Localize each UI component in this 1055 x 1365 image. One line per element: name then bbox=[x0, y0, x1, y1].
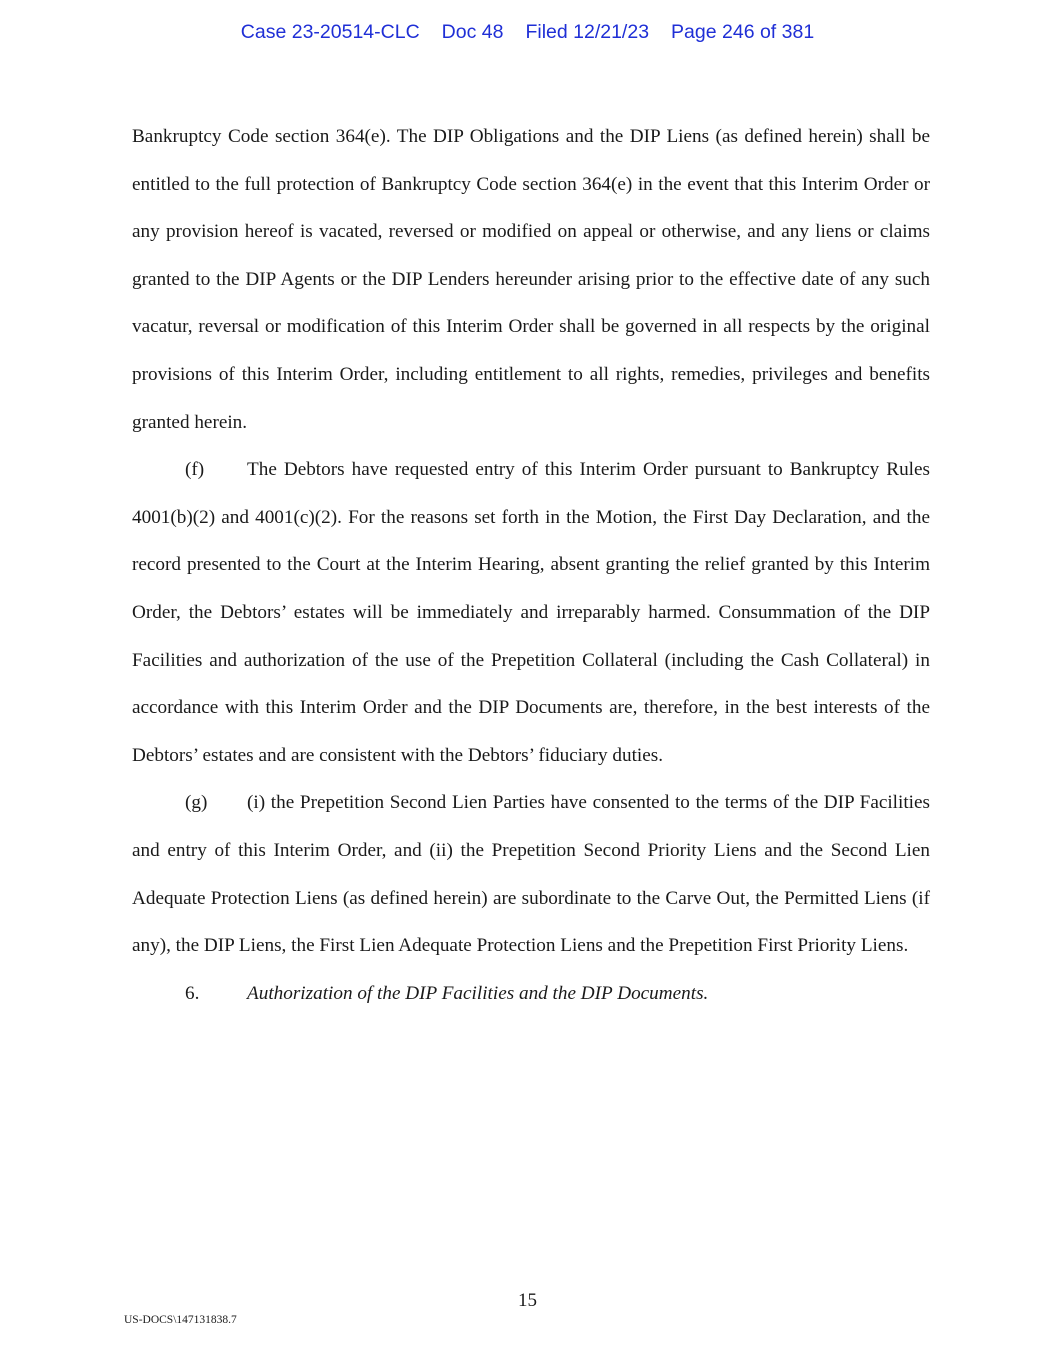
paragraph-f bbox=[132, 446, 930, 779]
page-of-total: Page 246 of 381 bbox=[671, 21, 815, 43]
document-body bbox=[132, 113, 930, 1017]
filed-date: Filed 12/21/23 bbox=[525, 21, 650, 43]
paragraph-g bbox=[132, 779, 930, 969]
paragraph-text: The Debtors have requested entry of this Interim Order pursuant to Bankruptcy Rules 4001(b)(2) and 4001(c)(2). For the reasons set forth in the Motion, the First Day Declaration, and the record presented to the Court at the Interim Hearing, absent granting the relief granted by this Interim Order, the Debtors’ estates will be immediately and irreparably harmed. Consummation of the DIP Facilities and authorization of the use of the Prepetition Collateral (including the Cash Collateral) in accordance with this Interim Order and the DIP Documents are, therefore, in the best interests of the Debtors’ estates and are consistent with the Debtors’ fiduciary duties. bbox=[132, 459, 930, 766]
paragraph-text: (i) the Prepetition Second Lien Parties have consented to the terms of the DIP Facilities and entry of this Interim Order, and (ii) the Prepetition Second Priority Liens and the Second Lien Adequate Protection Liens (as defined herein) are subordinate to the Carve Out, the Permitted Liens (if any), the DIP Liens, the First Lien Adequate Protection Liens and the Prepetition First Priority Liens. bbox=[132, 792, 930, 957]
case-header bbox=[0, 19, 1055, 45]
case-number: Case 23-20514-CLC bbox=[240, 21, 420, 43]
paragraph-label: (f) bbox=[185, 459, 205, 481]
document-id: US-DOCS\147131838.7 bbox=[124, 1314, 237, 1326]
section-title: Authorization of the DIP Facilities and the DIP Documents. bbox=[247, 982, 709, 1004]
page-number: 15 bbox=[518, 1290, 537, 1311]
paragraph-text: Bankruptcy Code section 364(e). The DIP Obligations and the DIP Liens (as defined herein) shall be entitled to the full protection of Bankruptcy Code section 364(e) in the event that this Interim Order or any provision hereof is vacated, reversed or modified on appeal or otherwise, and any liens or claims granted to the DIP Agents or the DIP Lenders hereunder arising prior to the effective date of any such vacatur, reversal or modification of this Interim Order shall be governed in all respects by the original provisions of this Interim Order, including entitlement to all rights, remedies, privileges and benefits granted herein. bbox=[132, 126, 930, 433]
doc-number: Doc 48 bbox=[441, 21, 504, 43]
paragraph-label: (g) bbox=[185, 792, 208, 814]
paragraph-continuation bbox=[132, 113, 930, 446]
section-number: 6. bbox=[185, 982, 200, 1004]
section-heading bbox=[132, 970, 930, 1018]
